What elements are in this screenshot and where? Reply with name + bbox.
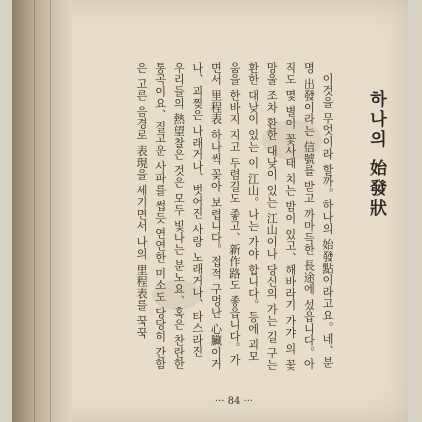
body-paragraph: 이것을 무엇이라 할까。하나의 始發點이라고요。네、분명 出發이라는 信號를 받고 까마득한 長途에 섰읍니다。아직도 몇 별이 꽃사태 치는 밤이 있고、해바라기 가갸 의 꽃망울 조차 환한 대낮이 있는 江山이나 당신의 가는 길 구는 환한 대낮이 있는 이 江山。나는 가야 합니다。등에 괴모움을 한바지 지고 두렴길도 좋고、新作路도 좋읍니다。가면서 里程表 하나씩 꽂아 보렵니다。접적 구멍난 心臟이거나、괴찢은 나래거나、벗어진 사랑 노래거나、타스라진 우리들의 熱望찰은 것은 모두 빛나는 분노요、혹은 찬란한 통곡이요、질고운 사파를 썹듯 연연한 미소도 당당히 간함은 고른 음경로 表現을 세기면서 나의 里程表를 꾹꾹 <box>135 62 334 371</box>
book-page <box>12 0 408 422</box>
body-text <box>104 62 336 372</box>
gutter-line <box>34 0 35 422</box>
book-gutter <box>12 0 72 422</box>
page-number: ··· 84 ··· <box>214 396 254 407</box>
chapter-title: 하나의 始發狀 <box>366 90 386 219</box>
gutter-line <box>50 0 51 422</box>
